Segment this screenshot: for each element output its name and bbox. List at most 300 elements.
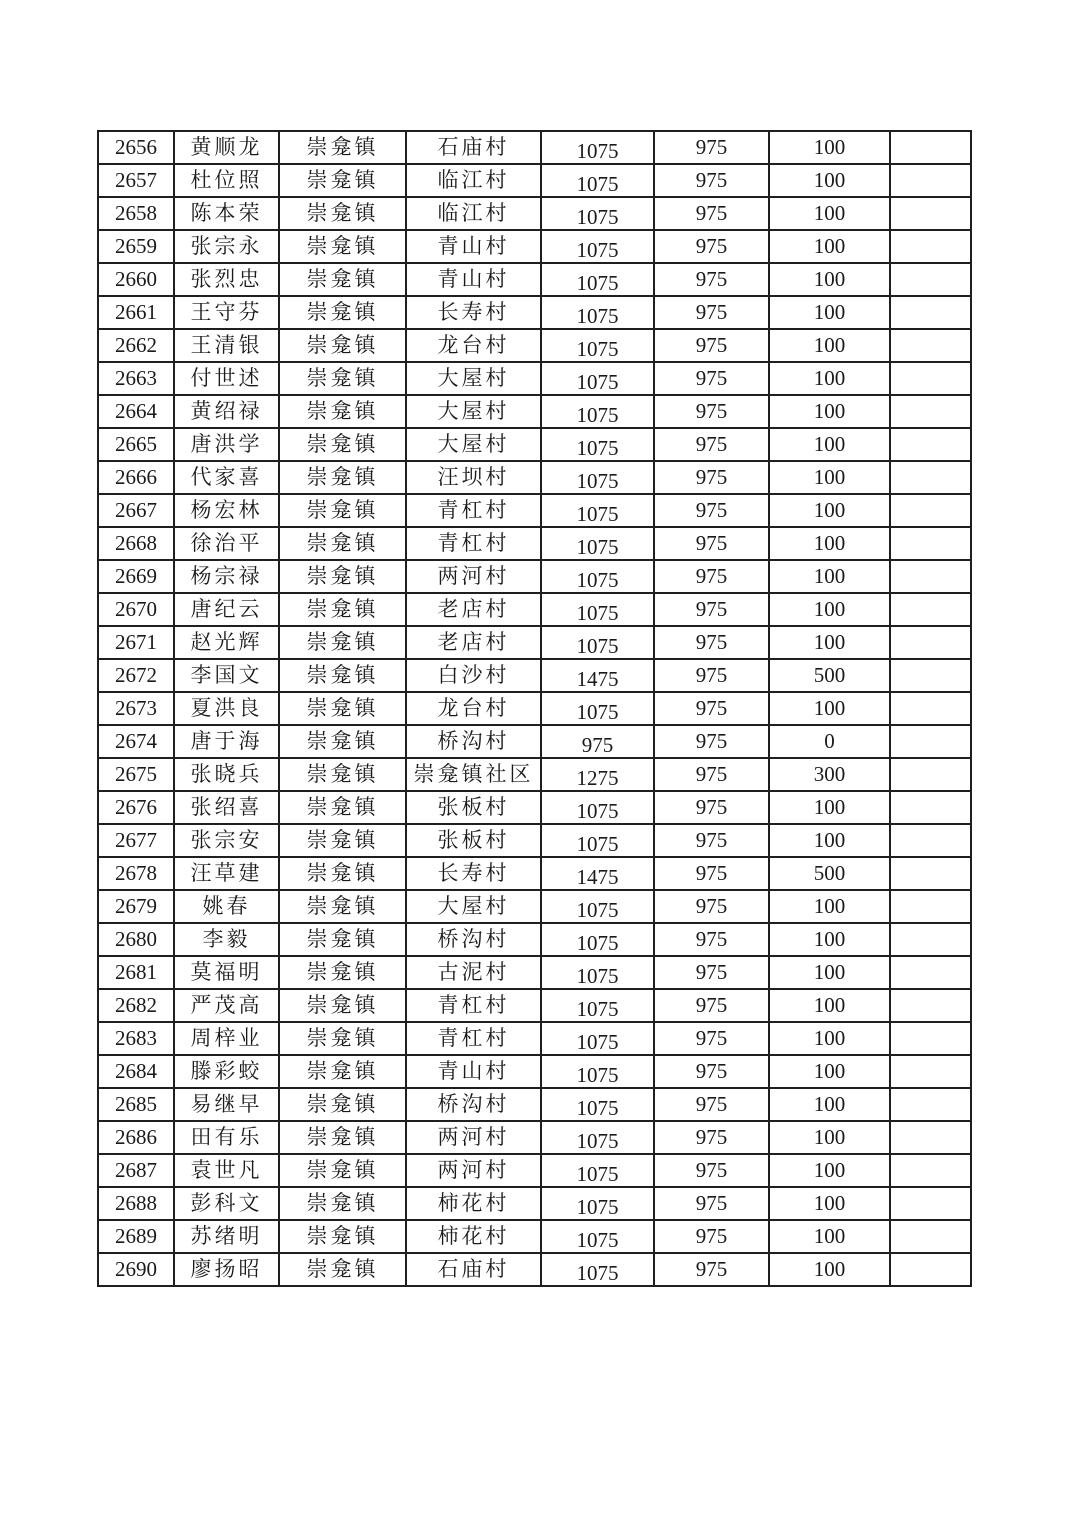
cell-total: 1075	[541, 395, 654, 428]
table-row	[98, 989, 971, 1022]
cell-town: 崇龛镇	[279, 824, 406, 857]
cell-name: 夏洪良	[174, 692, 279, 725]
cell-note	[890, 791, 971, 824]
cell-total: 1075	[541, 131, 654, 164]
table-row	[98, 164, 971, 197]
cell-village: 柿花村	[406, 1220, 541, 1253]
cell-name: 滕彩蛟	[174, 1055, 279, 1088]
cell-base: 975	[654, 230, 769, 263]
cell-id: 2668	[98, 527, 174, 560]
cell-id: 2657	[98, 164, 174, 197]
table-row	[98, 593, 971, 626]
cell-name: 张宗安	[174, 824, 279, 857]
cell-village: 龙台村	[406, 692, 541, 725]
cell-town: 崇龛镇	[279, 560, 406, 593]
cell-village: 石庙村	[406, 131, 541, 164]
table-row	[98, 263, 971, 296]
cell-town: 崇龛镇	[279, 428, 406, 461]
cell-note	[890, 395, 971, 428]
cell-note	[890, 659, 971, 692]
table-row	[98, 197, 971, 230]
cell-name: 莫福明	[174, 956, 279, 989]
cell-id: 2661	[98, 296, 174, 329]
table-row	[98, 890, 971, 923]
cell-id: 2664	[98, 395, 174, 428]
cell-note	[890, 725, 971, 758]
table-row	[98, 1055, 971, 1088]
cell-id: 2687	[98, 1154, 174, 1187]
cell-town: 崇龛镇	[279, 1154, 406, 1187]
cell-id: 2662	[98, 329, 174, 362]
cell-village: 龙台村	[406, 329, 541, 362]
cell-id: 2669	[98, 560, 174, 593]
cell-base: 975	[654, 395, 769, 428]
cell-base: 975	[654, 824, 769, 857]
cell-name: 黄顺龙	[174, 131, 279, 164]
cell-extra: 100	[769, 956, 890, 989]
cell-note	[890, 1187, 971, 1220]
cell-town: 崇龛镇	[279, 1055, 406, 1088]
cell-note	[890, 329, 971, 362]
cell-total: 1075	[541, 692, 654, 725]
cell-note	[890, 494, 971, 527]
cell-town: 崇龛镇	[279, 329, 406, 362]
cell-village: 青杠村	[406, 1022, 541, 1055]
cell-base: 975	[654, 890, 769, 923]
cell-village: 青山村	[406, 230, 541, 263]
cell-name: 严茂高	[174, 989, 279, 1022]
cell-id: 2681	[98, 956, 174, 989]
cell-total: 1075	[541, 890, 654, 923]
cell-total: 1075	[541, 230, 654, 263]
cell-extra: 100	[769, 1088, 890, 1121]
cell-name: 袁世凡	[174, 1154, 279, 1187]
cell-town: 崇龛镇	[279, 197, 406, 230]
table-row	[98, 461, 971, 494]
cell-town: 崇龛镇	[279, 131, 406, 164]
cell-total: 1075	[541, 461, 654, 494]
cell-village: 长寿村	[406, 296, 541, 329]
table-row	[98, 494, 971, 527]
cell-name: 苏绪明	[174, 1220, 279, 1253]
cell-id: 2683	[98, 1022, 174, 1055]
cell-town: 崇龛镇	[279, 725, 406, 758]
cell-village: 青杠村	[406, 989, 541, 1022]
cell-total: 1075	[541, 989, 654, 1022]
cell-base: 975	[654, 626, 769, 659]
cell-extra: 100	[769, 593, 890, 626]
cell-base: 975	[654, 560, 769, 593]
table-row	[98, 560, 971, 593]
cell-note	[890, 989, 971, 1022]
cell-extra: 100	[769, 296, 890, 329]
cell-base: 975	[654, 1121, 769, 1154]
cell-town: 崇龛镇	[279, 1220, 406, 1253]
cell-base: 975	[654, 461, 769, 494]
cell-note	[890, 1154, 971, 1187]
cell-id: 2671	[98, 626, 174, 659]
cell-village: 临江村	[406, 197, 541, 230]
cell-id: 2667	[98, 494, 174, 527]
cell-village: 长寿村	[406, 857, 541, 890]
cell-town: 崇龛镇	[279, 230, 406, 263]
cell-note	[890, 956, 971, 989]
cell-name: 易继早	[174, 1088, 279, 1121]
cell-total: 1075	[541, 1022, 654, 1055]
cell-note	[890, 296, 971, 329]
cell-name: 张宗永	[174, 230, 279, 263]
cell-extra: 100	[769, 824, 890, 857]
cell-total: 1075	[541, 956, 654, 989]
cell-note	[890, 263, 971, 296]
cell-note	[890, 1220, 971, 1253]
table-row	[98, 824, 971, 857]
cell-town: 崇龛镇	[279, 626, 406, 659]
cell-total: 1075	[541, 263, 654, 296]
subsidy-table	[97, 130, 972, 1287]
cell-total: 1075	[541, 1253, 654, 1286]
cell-base: 975	[654, 725, 769, 758]
cell-extra: 100	[769, 1154, 890, 1187]
cell-village: 大屋村	[406, 362, 541, 395]
cell-id: 2674	[98, 725, 174, 758]
cell-total: 1075	[541, 593, 654, 626]
cell-base: 975	[654, 857, 769, 890]
cell-village: 青山村	[406, 1055, 541, 1088]
cell-village: 两河村	[406, 1121, 541, 1154]
cell-town: 崇龛镇	[279, 692, 406, 725]
cell-town: 崇龛镇	[279, 956, 406, 989]
cell-total: 1075	[541, 197, 654, 230]
cell-extra: 100	[769, 362, 890, 395]
cell-total: 1075	[541, 923, 654, 956]
cell-base: 975	[654, 659, 769, 692]
cell-name: 汪草建	[174, 857, 279, 890]
cell-base: 975	[654, 692, 769, 725]
cell-note	[890, 1121, 971, 1154]
cell-town: 崇龛镇	[279, 659, 406, 692]
cell-town: 崇龛镇	[279, 989, 406, 1022]
cell-note	[890, 428, 971, 461]
table-row	[98, 527, 971, 560]
cell-note	[890, 1055, 971, 1088]
cell-note	[890, 164, 971, 197]
cell-name: 唐纪云	[174, 593, 279, 626]
cell-total: 1075	[541, 1088, 654, 1121]
cell-total: 1075	[541, 791, 654, 824]
table-row	[98, 923, 971, 956]
cell-id: 2680	[98, 923, 174, 956]
cell-id: 2679	[98, 890, 174, 923]
cell-total: 1075	[541, 527, 654, 560]
cell-extra: 100	[769, 461, 890, 494]
cell-base: 975	[654, 1154, 769, 1187]
cell-id: 2682	[98, 989, 174, 1022]
cell-total: 1075	[541, 1187, 654, 1220]
cell-town: 崇龛镇	[279, 1088, 406, 1121]
cell-name: 田有乐	[174, 1121, 279, 1154]
cell-id: 2658	[98, 197, 174, 230]
table-row	[98, 230, 971, 263]
cell-extra: 100	[769, 197, 890, 230]
cell-town: 崇龛镇	[279, 164, 406, 197]
cell-id: 2688	[98, 1187, 174, 1220]
cell-village: 桥沟村	[406, 923, 541, 956]
cell-extra: 100	[769, 791, 890, 824]
table-row	[98, 626, 971, 659]
cell-town: 崇龛镇	[279, 1187, 406, 1220]
cell-total: 1075	[541, 1154, 654, 1187]
cell-town: 崇龛镇	[279, 494, 406, 527]
cell-base: 975	[654, 1187, 769, 1220]
cell-village: 崇龛镇社区	[406, 758, 541, 791]
cell-name: 张绍喜	[174, 791, 279, 824]
cell-total: 1475	[541, 659, 654, 692]
table-row	[98, 857, 971, 890]
cell-village: 张板村	[406, 791, 541, 824]
cell-village: 柿花村	[406, 1187, 541, 1220]
cell-town: 崇龛镇	[279, 791, 406, 824]
cell-note	[890, 824, 971, 857]
cell-extra: 100	[769, 1121, 890, 1154]
cell-id: 2672	[98, 659, 174, 692]
cell-total: 1075	[541, 362, 654, 395]
cell-total: 1075	[541, 626, 654, 659]
cell-village: 两河村	[406, 560, 541, 593]
cell-village: 大屋村	[406, 428, 541, 461]
cell-name: 彭科文	[174, 1187, 279, 1220]
cell-town: 崇龛镇	[279, 461, 406, 494]
cell-base: 975	[654, 989, 769, 1022]
cell-note	[890, 230, 971, 263]
table-row	[98, 329, 971, 362]
cell-note	[890, 1088, 971, 1121]
cell-town: 崇龛镇	[279, 362, 406, 395]
cell-id: 2690	[98, 1253, 174, 1286]
table-row	[98, 791, 971, 824]
cell-extra: 100	[769, 560, 890, 593]
cell-village: 张板村	[406, 824, 541, 857]
cell-extra: 100	[769, 890, 890, 923]
cell-extra: 100	[769, 230, 890, 263]
table-row	[98, 362, 971, 395]
cell-base: 975	[654, 494, 769, 527]
cell-base: 975	[654, 296, 769, 329]
table-row	[98, 1022, 971, 1055]
cell-id: 2689	[98, 1220, 174, 1253]
table-row	[98, 1154, 971, 1187]
table-row	[98, 1187, 971, 1220]
cell-village: 桥沟村	[406, 725, 541, 758]
cell-extra: 100	[769, 164, 890, 197]
table-row	[98, 1121, 971, 1154]
cell-total: 1075	[541, 1121, 654, 1154]
cell-base: 975	[654, 263, 769, 296]
cell-town: 崇龛镇	[279, 593, 406, 626]
table-row	[98, 395, 971, 428]
cell-id: 2656	[98, 131, 174, 164]
cell-village: 青杠村	[406, 494, 541, 527]
cell-id: 2686	[98, 1121, 174, 1154]
cell-note	[890, 857, 971, 890]
cell-village: 两河村	[406, 1154, 541, 1187]
table-row	[98, 758, 971, 791]
cell-name: 张烈忠	[174, 263, 279, 296]
cell-total: 1075	[541, 296, 654, 329]
cell-id: 2670	[98, 593, 174, 626]
cell-village: 汪坝村	[406, 461, 541, 494]
cell-name: 代家喜	[174, 461, 279, 494]
cell-note	[890, 890, 971, 923]
cell-total: 1075	[541, 560, 654, 593]
cell-name: 李毅	[174, 923, 279, 956]
cell-note	[890, 362, 971, 395]
cell-total: 1075	[541, 164, 654, 197]
cell-name: 廖扬昭	[174, 1253, 279, 1286]
cell-id: 2660	[98, 263, 174, 296]
cell-base: 975	[654, 362, 769, 395]
cell-extra: 500	[769, 857, 890, 890]
cell-village: 古泥村	[406, 956, 541, 989]
cell-extra: 100	[769, 1187, 890, 1220]
cell-extra: 100	[769, 1022, 890, 1055]
cell-id: 2684	[98, 1055, 174, 1088]
cell-village: 大屋村	[406, 890, 541, 923]
table-row	[98, 956, 971, 989]
table-row	[98, 428, 971, 461]
cell-town: 崇龛镇	[279, 923, 406, 956]
cell-name: 王守芬	[174, 296, 279, 329]
cell-extra: 100	[769, 692, 890, 725]
cell-id: 2659	[98, 230, 174, 263]
cell-extra: 100	[769, 329, 890, 362]
cell-note	[890, 758, 971, 791]
cell-id: 2673	[98, 692, 174, 725]
cell-village: 老店村	[406, 593, 541, 626]
table-row	[98, 296, 971, 329]
cell-note	[890, 692, 971, 725]
cell-note	[890, 197, 971, 230]
cell-base: 975	[654, 593, 769, 626]
cell-extra: 100	[769, 428, 890, 461]
cell-extra: 0	[769, 725, 890, 758]
cell-base: 975	[654, 791, 769, 824]
cell-id: 2666	[98, 461, 174, 494]
table-body	[98, 131, 971, 1286]
cell-base: 975	[654, 329, 769, 362]
cell-extra: 100	[769, 395, 890, 428]
cell-id: 2678	[98, 857, 174, 890]
table-row	[98, 659, 971, 692]
cell-town: 崇龛镇	[279, 395, 406, 428]
cell-extra: 100	[769, 131, 890, 164]
cell-extra: 100	[769, 626, 890, 659]
cell-village: 桥沟村	[406, 1088, 541, 1121]
cell-extra: 100	[769, 1220, 890, 1253]
cell-base: 975	[654, 197, 769, 230]
cell-note	[890, 593, 971, 626]
cell-base: 975	[654, 428, 769, 461]
cell-note	[890, 1253, 971, 1286]
cell-base: 975	[654, 1088, 769, 1121]
cell-village: 大屋村	[406, 395, 541, 428]
cell-note	[890, 560, 971, 593]
cell-extra: 100	[769, 923, 890, 956]
cell-village: 老店村	[406, 626, 541, 659]
cell-base: 975	[654, 758, 769, 791]
cell-note	[890, 527, 971, 560]
cell-id: 2676	[98, 791, 174, 824]
table-row	[98, 692, 971, 725]
cell-base: 975	[654, 131, 769, 164]
cell-base: 975	[654, 1022, 769, 1055]
cell-total: 1075	[541, 824, 654, 857]
table-row	[98, 131, 971, 164]
cell-town: 崇龛镇	[279, 1253, 406, 1286]
cell-base: 975	[654, 1253, 769, 1286]
cell-village: 青山村	[406, 263, 541, 296]
cell-name: 王清银	[174, 329, 279, 362]
cell-note	[890, 1022, 971, 1055]
cell-extra: 100	[769, 1055, 890, 1088]
cell-total: 1275	[541, 758, 654, 791]
cell-id: 2675	[98, 758, 174, 791]
cell-total: 1075	[541, 329, 654, 362]
cell-name: 张晓兵	[174, 758, 279, 791]
cell-town: 崇龛镇	[279, 527, 406, 560]
cell-town: 崇龛镇	[279, 857, 406, 890]
cell-town: 崇龛镇	[279, 296, 406, 329]
cell-name: 陈本荣	[174, 197, 279, 230]
cell-id: 2665	[98, 428, 174, 461]
cell-name: 唐洪学	[174, 428, 279, 461]
cell-extra: 100	[769, 527, 890, 560]
cell-town: 崇龛镇	[279, 1121, 406, 1154]
cell-note	[890, 626, 971, 659]
cell-village: 青杠村	[406, 527, 541, 560]
cell-village: 临江村	[406, 164, 541, 197]
cell-total: 1075	[541, 1220, 654, 1253]
cell-id: 2677	[98, 824, 174, 857]
cell-total: 1075	[541, 428, 654, 461]
table-row	[98, 1253, 971, 1286]
cell-name: 李国文	[174, 659, 279, 692]
cell-name: 周梓业	[174, 1022, 279, 1055]
cell-name: 赵光辉	[174, 626, 279, 659]
cell-extra: 300	[769, 758, 890, 791]
cell-name: 杨宏林	[174, 494, 279, 527]
cell-name: 姚春	[174, 890, 279, 923]
cell-note	[890, 461, 971, 494]
cell-id: 2685	[98, 1088, 174, 1121]
cell-extra: 100	[769, 263, 890, 296]
cell-base: 975	[654, 527, 769, 560]
cell-total: 1075	[541, 494, 654, 527]
cell-name: 黄绍禄	[174, 395, 279, 428]
cell-base: 975	[654, 1220, 769, 1253]
table-row	[98, 725, 971, 758]
cell-base: 975	[654, 956, 769, 989]
table-row	[98, 1220, 971, 1253]
cell-id: 2663	[98, 362, 174, 395]
cell-base: 975	[654, 1055, 769, 1088]
cell-name: 杜位照	[174, 164, 279, 197]
cell-village: 白沙村	[406, 659, 541, 692]
cell-extra: 100	[769, 1253, 890, 1286]
cell-total: 1475	[541, 857, 654, 890]
cell-base: 975	[654, 923, 769, 956]
cell-name: 唐于海	[174, 725, 279, 758]
